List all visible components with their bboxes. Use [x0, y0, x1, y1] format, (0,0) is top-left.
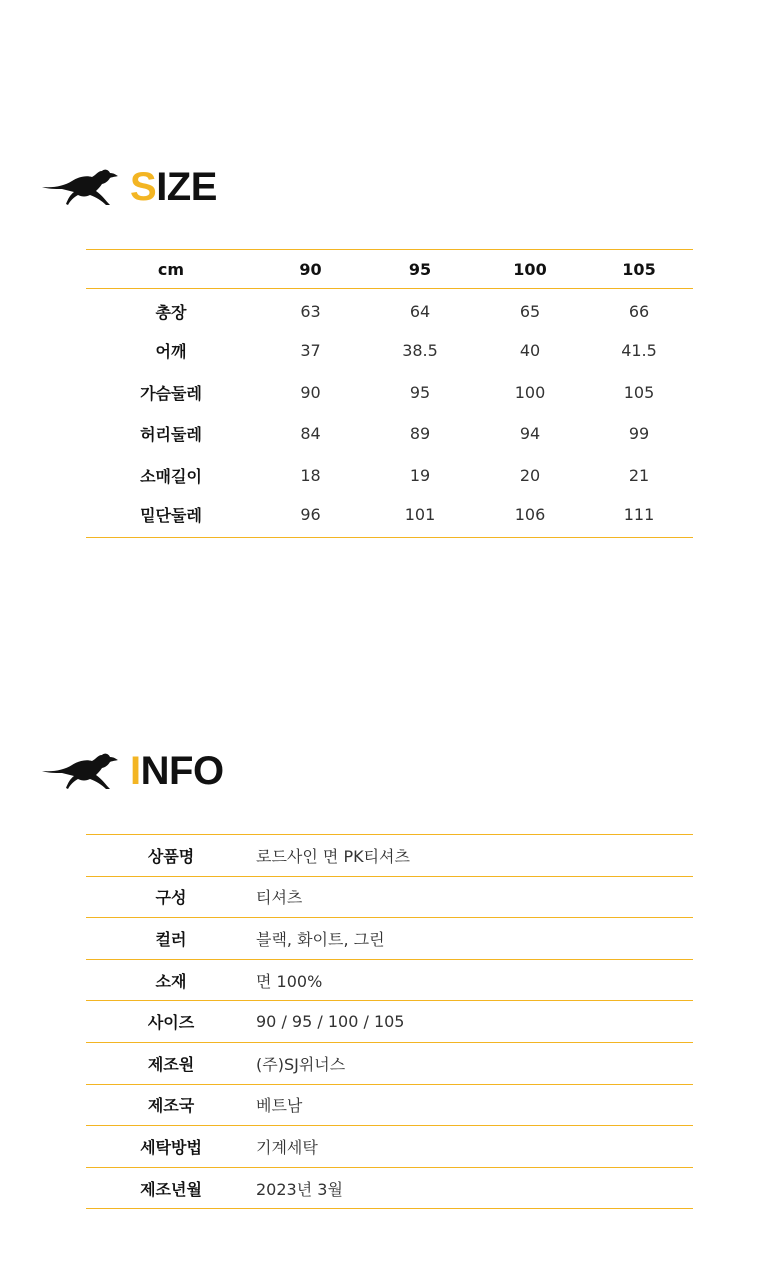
cell-value: 63: [300, 302, 321, 321]
cell-value: 100: [514, 382, 546, 402]
table-row: [86, 959, 693, 1001]
info-table: [86, 834, 693, 1209]
table-row: [86, 496, 693, 538]
cell-value: 89: [409, 424, 431, 444]
cell-value: 94: [519, 424, 541, 444]
cell-value: 66: [628, 302, 650, 321]
cell-value: 101: [365, 496, 475, 538]
cell-value: 99: [628, 424, 650, 444]
cell-value: 21: [628, 465, 650, 485]
table-row: [86, 876, 693, 918]
info-value: 베트남: [256, 1096, 303, 1116]
size-header-unit: cm: [86, 250, 256, 289]
size-header-105: 105: [585, 250, 693, 289]
info-label: 제조국: [147, 1096, 195, 1116]
cell-value: 18: [300, 465, 321, 485]
info-title-rest: NFO: [140, 749, 224, 793]
row-label: 밑단둘레: [86, 496, 256, 538]
info-label: 사이즈: [147, 1013, 195, 1033]
info-label: 제조년월: [140, 1179, 202, 1199]
cell-value: 41.5: [621, 341, 657, 361]
info-label: 소재: [155, 971, 187, 991]
info-title-initial: I: [130, 749, 141, 793]
cell-value: 106: [475, 496, 585, 538]
kangaroo-logo-icon: [40, 751, 120, 793]
info-value: 기계세탁: [256, 1137, 318, 1157]
info-label: 컬러: [155, 929, 187, 949]
table-row: [86, 1126, 693, 1168]
info-label: 구성: [155, 888, 187, 908]
row-label: 소매길이: [140, 466, 202, 486]
cell-value: 38.5: [402, 341, 438, 361]
info-title: [130, 749, 224, 794]
table-row: [86, 455, 693, 497]
info-label: 세탁방법: [140, 1137, 202, 1157]
size-heading: [40, 165, 217, 210]
size-header-95: 95: [365, 250, 475, 289]
table-row: [86, 372, 693, 414]
row-label: 총장: [155, 303, 187, 322]
size-table: [86, 249, 693, 538]
cell-value: 65: [519, 302, 541, 321]
cell-value: 40: [519, 341, 541, 361]
table-row: [86, 1001, 693, 1043]
size-header-100: 100: [475, 250, 585, 289]
table-row: [86, 330, 693, 372]
table-row: [86, 289, 693, 331]
cell-value: 84: [300, 424, 321, 444]
info-value: 면 100%: [256, 971, 323, 991]
info-value: 90 / 95 / 100 / 105: [256, 1012, 405, 1032]
cell-value: 20: [519, 465, 541, 485]
size-header-90: 90: [256, 250, 365, 289]
size-title-rest: IZE: [156, 165, 217, 209]
cell-value: 37: [300, 341, 321, 361]
cell-value: 105: [623, 382, 655, 402]
cell-value: 111: [585, 496, 693, 538]
table-row: [86, 1084, 693, 1126]
info-value: (주)SJ위너스: [256, 1054, 346, 1074]
table-row: [86, 1167, 693, 1209]
cell-value: 19: [409, 465, 431, 485]
info-label: 제조원: [147, 1054, 195, 1074]
size-title-initial: S: [130, 165, 157, 209]
table-row: [86, 835, 693, 877]
info-value: 블랙, 화이트, 그린: [256, 929, 385, 949]
row-label: 허리둘레: [140, 425, 202, 445]
info-label: 상품명: [147, 846, 195, 866]
row-label: 어깨: [155, 342, 187, 362]
cell-value: 96: [256, 496, 365, 538]
cell-value: 64: [409, 302, 431, 321]
table-row: [86, 918, 693, 960]
size-header-row: [86, 250, 693, 289]
kangaroo-logo-icon: [40, 167, 120, 209]
size-title: [130, 165, 217, 210]
table-row: [86, 413, 693, 455]
info-heading: [40, 749, 224, 794]
info-value: 2023년 3월: [256, 1179, 343, 1199]
cell-value: 95: [409, 382, 431, 402]
row-label: 가슴둘레: [140, 383, 202, 403]
table-row: [86, 1042, 693, 1084]
info-value: 티셔츠: [256, 888, 303, 908]
info-value: 로드사인 면 PK티셔츠: [256, 846, 410, 866]
cell-value: 90: [300, 382, 321, 402]
